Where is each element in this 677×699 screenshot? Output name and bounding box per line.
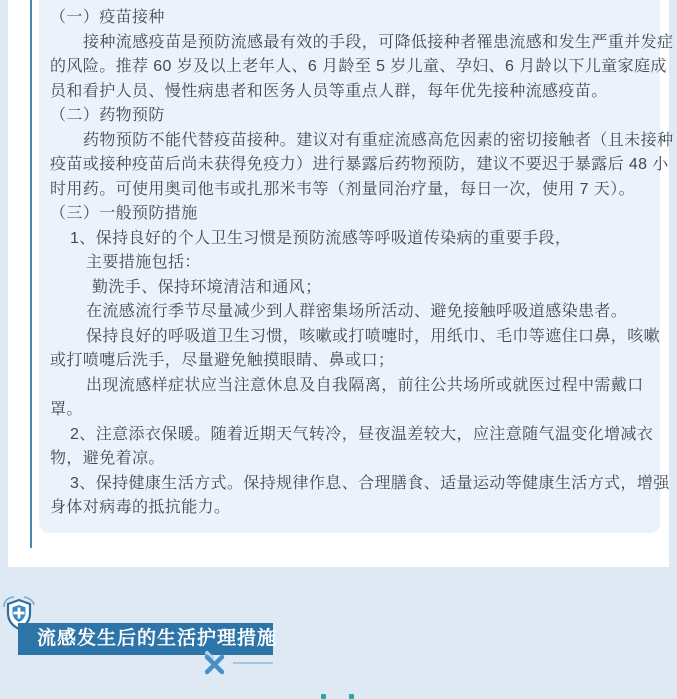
article-container [8, 0, 674, 567]
article-line: 物，避免着凉。 [50, 450, 165, 467]
article-line: 的风险。推荐 60 岁及以上老年人、6 月龄至 5 岁儿童、孕妇、6 月龄以下儿童家庭成 [50, 58, 667, 75]
article-line: 主要措施包括： [86, 254, 201, 271]
article-line: 身体对病毒的抵抗能力。 [50, 499, 231, 516]
teal-dot-decoration [349, 694, 354, 699]
article-body-card [39, 0, 674, 533]
article-line: 药物预防不能代替疫苗接种。建议对有重症流感高危因素的密切接触者（且未接种 [83, 131, 674, 149]
article-line: 保持良好的呼吸道卫生习惯，咳嗽或打喷嚏时，用纸巾、毛巾等遮住口鼻，咳嗽 [86, 327, 661, 345]
x-decoration-icon [201, 650, 227, 676]
section-banner-title: 流感发生后的生活护理措施 [37, 628, 278, 649]
article-line: 接种流感疫苗是预防流感最有效的手段，可降低接种者罹患流感和发生严重并发症 [83, 33, 674, 51]
article-line: 在流感流行季节尽量减少到人群密集场所活动、避免接触呼吸道感染患者。 [86, 303, 628, 320]
teal-dot-decoration [321, 694, 326, 699]
section-banner [18, 623, 278, 655]
article-line: 勤洗手、保持环境清洁和通风； [92, 278, 322, 296]
divider-line [233, 662, 273, 664]
article-line: 2、注意添衣保暖。随着近期天气转冷，昼夜温差较大，应注意随气温变化增减衣 [70, 425, 654, 443]
article-line: （一）疫苗接种 [50, 9, 165, 26]
left-accent-line [30, 0, 32, 548]
article-line: 罩。 [50, 401, 83, 418]
article-line: （二）药物预防 [50, 107, 165, 124]
article-line: （三）一般预防措施 [50, 205, 198, 222]
article-line: 员和看护人员、慢性病患者和医务人员等重点人群，每年优先接种流感疫苗。 [50, 82, 608, 100]
article-line: 出现流感样症状应当注意休息及自我隔离，前往公共场所或就医过程中需戴口 [86, 376, 644, 394]
article-line: 3、保持健康生活方式。保持规律作息、合理膳食、适量运动等健康生活方式，增强 [70, 474, 670, 492]
article-line: 时用药。可使用奥司他韦或扎那米韦等（剂量同治疗量，每日一次，使用 7 天）。 [50, 180, 635, 198]
article-line: 疫苗或接种疫苗后尚未获得免疫力）进行暴露后药物预防，建议不要迟于暴露后 48 小 [50, 156, 669, 173]
article-line: 或打喷嚏后洗手，尽量避免触摸眼睛、鼻或口； [50, 352, 395, 369]
article-line: 1、保持良好的个人卫生习惯是预防流感等呼吸道传染病的重要手段， [70, 229, 572, 247]
